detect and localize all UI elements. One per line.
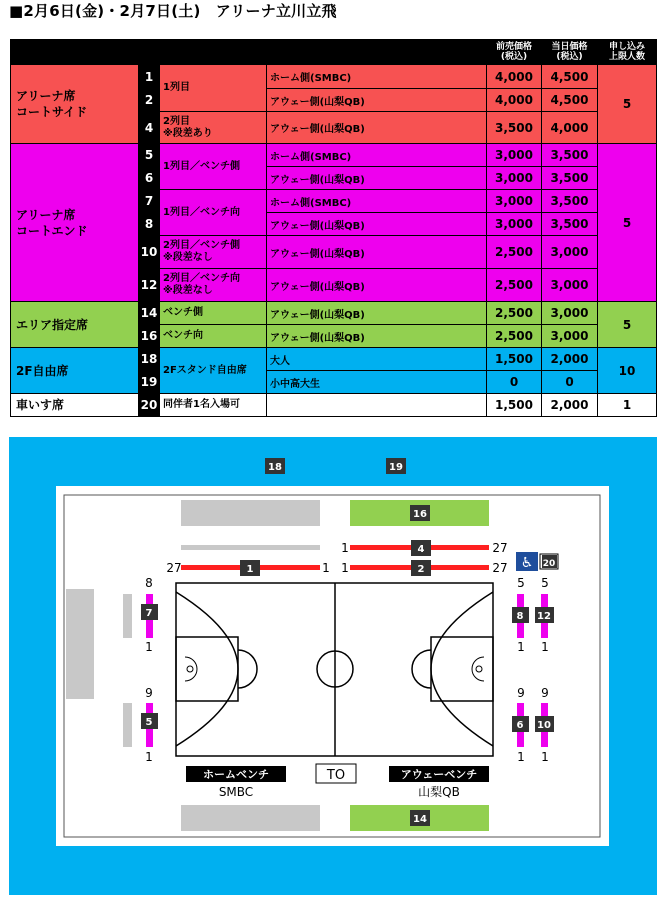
header-limit-label: 申し込み: [608, 42, 645, 52]
sameday-price: 3,500: [542, 190, 598, 213]
advance-price: 3,000: [487, 167, 542, 190]
row-label-line: 2列目／ベンチ向: [163, 273, 240, 284]
home-team-label: SMBC: [218, 785, 254, 799]
limit-value: 5: [598, 65, 657, 144]
sameday-price: 3,500: [542, 213, 598, 236]
side-label: 小中高大生: [267, 371, 487, 394]
advance-price: 2,500: [487, 236, 542, 269]
row-note: ※段差あり: [163, 127, 213, 139]
block-19-label: 19: [389, 462, 403, 473]
arena-floor: [56, 486, 609, 846]
section-label: アリーナ席: [16, 89, 76, 103]
side-label: アウェー側(山梨QB): [267, 213, 487, 236]
block-number: 19: [139, 371, 160, 394]
side-label: アウェー側(山梨QB): [267, 89, 487, 112]
block-number: 8: [139, 213, 160, 236]
away-bench-label: アウェーベンチ: [400, 768, 478, 781]
block-8-label: 8: [516, 611, 524, 622]
seat-6-bottom-number: 1: [517, 750, 525, 764]
block-5-label: 5: [145, 717, 153, 728]
seat-5-bottom-number: 1: [145, 750, 153, 764]
section-label: コートサイド: [16, 105, 88, 119]
seat-1-right-number: 1: [322, 561, 330, 575]
gray-col-left-top: [123, 594, 132, 638]
block-number: 5: [139, 144, 160, 167]
limit-value: 5: [598, 302, 657, 348]
sameday-price: 3,000: [542, 325, 598, 348]
block-20-label: 20: [542, 559, 556, 569]
block-number: 10: [139, 236, 160, 269]
advance-price: 2,500: [487, 269, 542, 302]
gray-row-top: [181, 545, 320, 550]
seat-2-right-number: 27: [492, 561, 508, 575]
header-advance-label: 前売価格: [495, 42, 532, 52]
seat-7-bottom-number: 1: [145, 640, 153, 654]
block-16-label: 16: [413, 509, 427, 520]
block-number: 20: [139, 394, 160, 417]
seat-10-top-number: 9: [541, 686, 549, 700]
row-label: 1列目: [160, 65, 267, 112]
side-label: アウェー側(山梨QB): [267, 325, 487, 348]
block-number: 6: [139, 167, 160, 190]
sameday-price: 3,500: [542, 144, 598, 167]
advance-price: 4,000: [487, 65, 542, 89]
sameday-price: 2,000: [542, 348, 598, 371]
to-label: TO: [326, 768, 346, 783]
section-2f-free: 2F自由席: [11, 348, 139, 394]
header-limit-label2: 上限人数: [608, 52, 645, 62]
sameday-price: 3,000: [542, 236, 598, 269]
advance-price: 1,500: [487, 394, 542, 417]
block-number: 2: [139, 89, 160, 112]
side-label: アウェー側(山梨QB): [267, 112, 487, 144]
limit-value: 1: [598, 394, 657, 417]
block-4-label: 4: [417, 544, 425, 555]
row-label: ベンチ向: [160, 325, 267, 348]
row-label: 1列目／ベンチ側: [160, 144, 267, 190]
header-sameday-tax: (税込): [556, 52, 583, 62]
gray-area-top: [181, 500, 320, 526]
away-team-label: 山梨QB: [418, 785, 460, 799]
seat-1-left-number: 27: [166, 561, 182, 575]
side-label: ホーム側(SMBC): [267, 65, 487, 89]
seat-5-top-number: 9: [145, 686, 153, 700]
seat-6-top-number: 9: [517, 686, 525, 700]
seat-7-top-number: 8: [145, 576, 153, 590]
sameday-price: 3,500: [542, 167, 598, 190]
side-label: ホーム側(SMBC): [267, 144, 487, 167]
side-label: アウェー側(山梨QB): [267, 302, 487, 325]
block-number: 18: [139, 348, 160, 371]
section-label: アリーナ席: [16, 207, 76, 222]
advance-price: 1,500: [487, 348, 542, 371]
sameday-price: 4,500: [542, 65, 598, 89]
block-7-label: 7: [145, 608, 153, 619]
block-10-label: 10: [537, 720, 551, 731]
row-label-line: 2列目／ベンチ側: [163, 240, 240, 251]
advance-price: 3,000: [487, 144, 542, 167]
header-advance-tax: (税込): [500, 52, 528, 62]
section-wheelchair: 車いす席: [11, 394, 139, 417]
block-number: 12: [139, 269, 160, 302]
advance-price: 2,500: [487, 325, 542, 348]
block-number: 7: [139, 190, 160, 213]
side-label: アウェー側(山梨QB): [267, 167, 487, 190]
seat-10-bottom-number: 1: [541, 750, 549, 764]
row-label: ベンチ側: [160, 302, 267, 325]
gray-area-bottom: [181, 805, 320, 831]
row-note: ※段差なし: [163, 285, 213, 296]
limit-value: 5: [598, 144, 657, 302]
seat-4-right-number: 27: [492, 541, 508, 555]
row-label: 同伴者1名入場可: [160, 394, 267, 417]
block-6-label: 6: [516, 720, 524, 731]
seat-4-left-number: 1: [341, 541, 349, 555]
page-title: ■2月6日(金)・2月7日(土) アリーナ立川立飛: [9, 2, 337, 20]
row-label: 1列目／ベンチ向: [160, 190, 267, 236]
sameday-price: 4,500: [542, 89, 598, 112]
advance-price: 3,500: [487, 112, 542, 144]
block-12-label: 12: [537, 611, 551, 622]
block-2-label: 2: [417, 564, 425, 575]
advance-price: 3,000: [487, 213, 542, 236]
block-14-label: 14: [413, 814, 427, 825]
advance-price: 4,000: [487, 89, 542, 112]
row-label-line: 2列目: [163, 115, 190, 127]
side-label: ホーム側(SMBC): [267, 190, 487, 213]
home-bench-label: ホームベンチ: [203, 768, 269, 781]
block-number: 14: [139, 302, 160, 325]
block-number: 16: [139, 325, 160, 348]
block-18-label: 18: [268, 462, 282, 473]
seat-8-bottom-number: 1: [517, 640, 525, 654]
row-note: ※段差なし: [163, 252, 213, 263]
advance-price: 2,500: [487, 302, 542, 325]
gray-area-left: [66, 589, 94, 699]
seat-12-top-number: 5: [541, 576, 549, 590]
block-number: 1: [139, 65, 160, 89]
sameday-price: 3,000: [542, 269, 598, 302]
side-label: アウェー側(山梨QB): [267, 269, 487, 302]
limit-value: 10: [598, 348, 657, 394]
side-label: 大人: [267, 348, 487, 371]
header-sameday-label: 当日価格: [551, 42, 588, 52]
block-number: 4: [139, 112, 160, 144]
gray-col-left-bottom: [123, 703, 132, 747]
seat-2-left-number: 1: [341, 561, 349, 575]
section-label: コートエンド: [16, 223, 88, 238]
sameday-price: 4,000: [542, 112, 598, 144]
advance-price: 0: [487, 371, 542, 394]
seat-8-top-number: 5: [517, 576, 525, 590]
section-area-reserved: エリア指定席: [11, 302, 139, 348]
sameday-price: 0: [542, 371, 598, 394]
seat-12-bottom-number: 1: [541, 640, 549, 654]
row-label: 2Fスタンド自由席: [160, 348, 267, 394]
sameday-price: 2,000: [542, 394, 598, 417]
side-label: アウェー側(山梨QB): [267, 236, 487, 269]
wheelchair-icon: ♿: [520, 555, 534, 571]
sameday-price: 3,000: [542, 302, 598, 325]
block-1-label: 1: [246, 564, 254, 575]
advance-price: 3,000: [487, 190, 542, 213]
